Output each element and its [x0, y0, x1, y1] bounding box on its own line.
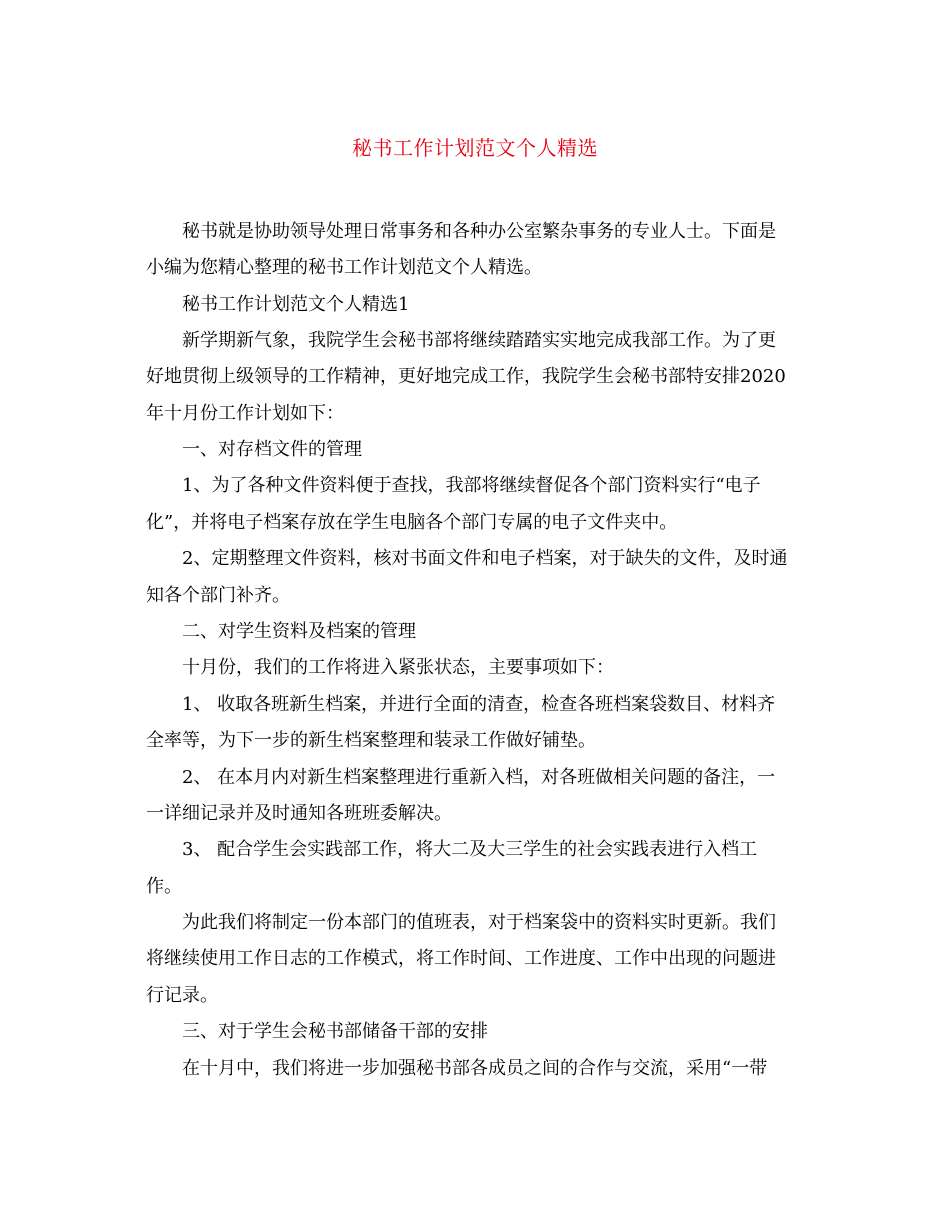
paragraph-line: 知各个部门补齐。	[146, 585, 290, 606]
paragraph-line: 年十月份工作计划如下：	[146, 403, 344, 424]
paragraph-line: 1、 收取各班新生档案，并进行全面的清查，检查各班档案袋数目、材料齐	[182, 694, 776, 715]
section-heading: 三、对于学生会秘书部储备干部的安排	[182, 1021, 488, 1042]
paragraph-line: 行记录。	[146, 985, 218, 1006]
paragraph-line: 1、为了各种文件资料便于查找，我部将继续督促各个部门资料实行“电子	[182, 475, 761, 496]
paragraph-line: 2、 在本月内对新生档案整理进行重新入档，对各班做相关问题的备注，一	[182, 767, 776, 788]
paragraph-line: 3、 配合学生会实践部工作，将大二及大三学生的社会实践表进行入档工	[182, 839, 758, 860]
section-heading: 二、对学生资料及档案的管理	[182, 621, 416, 642]
paragraph-line: 十月份，我们的工作将进入紧张状态，主要事项如下：	[182, 657, 614, 678]
paragraph-line: 化”，并将电子档案存放在学生电脑各个部门专属的电子文件夹中。	[146, 512, 678, 533]
paragraph-line: 为此我们将制定一份本部门的值班表，对于档案袋中的资料实时更新。我们	[182, 912, 776, 933]
paragraph-line: 新学期新气象，我院学生会秘书部将继续踏踏实实地完成我部工作。为了更	[182, 330, 776, 351]
section-heading: 秘书工作计划范文个人精选1	[182, 294, 410, 315]
paragraph-line: 好地贯彻上级领导的工作精神，更好地完成工作，我院学生会秘书部特安排2020	[146, 366, 786, 387]
paragraph-line: 在十月中，我们将进一步加强秘书部各成员之间的合作与交流，采用“一带	[182, 1058, 768, 1079]
paragraph-line: 一详细记录并及时通知各班班委解决。	[146, 803, 452, 824]
paragraph-line: 作。	[146, 876, 182, 897]
paragraph-line: 秘书就是协助领导处理日常事务和各种办公室繁杂事务的专业人士。下面是	[182, 221, 776, 242]
section-heading: 一、对存档文件的管理	[182, 439, 362, 460]
paragraph-line: 将继续使用工作日志的工作模式，将工作时间、工作进度、工作中出现的问题进	[146, 948, 776, 969]
document-title: 秘书工作计划范文个人精选	[352, 136, 598, 160]
paragraph-line: 2、定期整理文件资料，核对书面文件和电子档案，对于缺失的文件，及时通	[182, 548, 788, 569]
paragraph-line: 小编为您精心整理的秘书工作计划范文个人精选。	[146, 257, 542, 278]
paragraph-line: 全率等，为下一步的新生档案整理和装录工作做好铺垫。	[146, 730, 596, 751]
